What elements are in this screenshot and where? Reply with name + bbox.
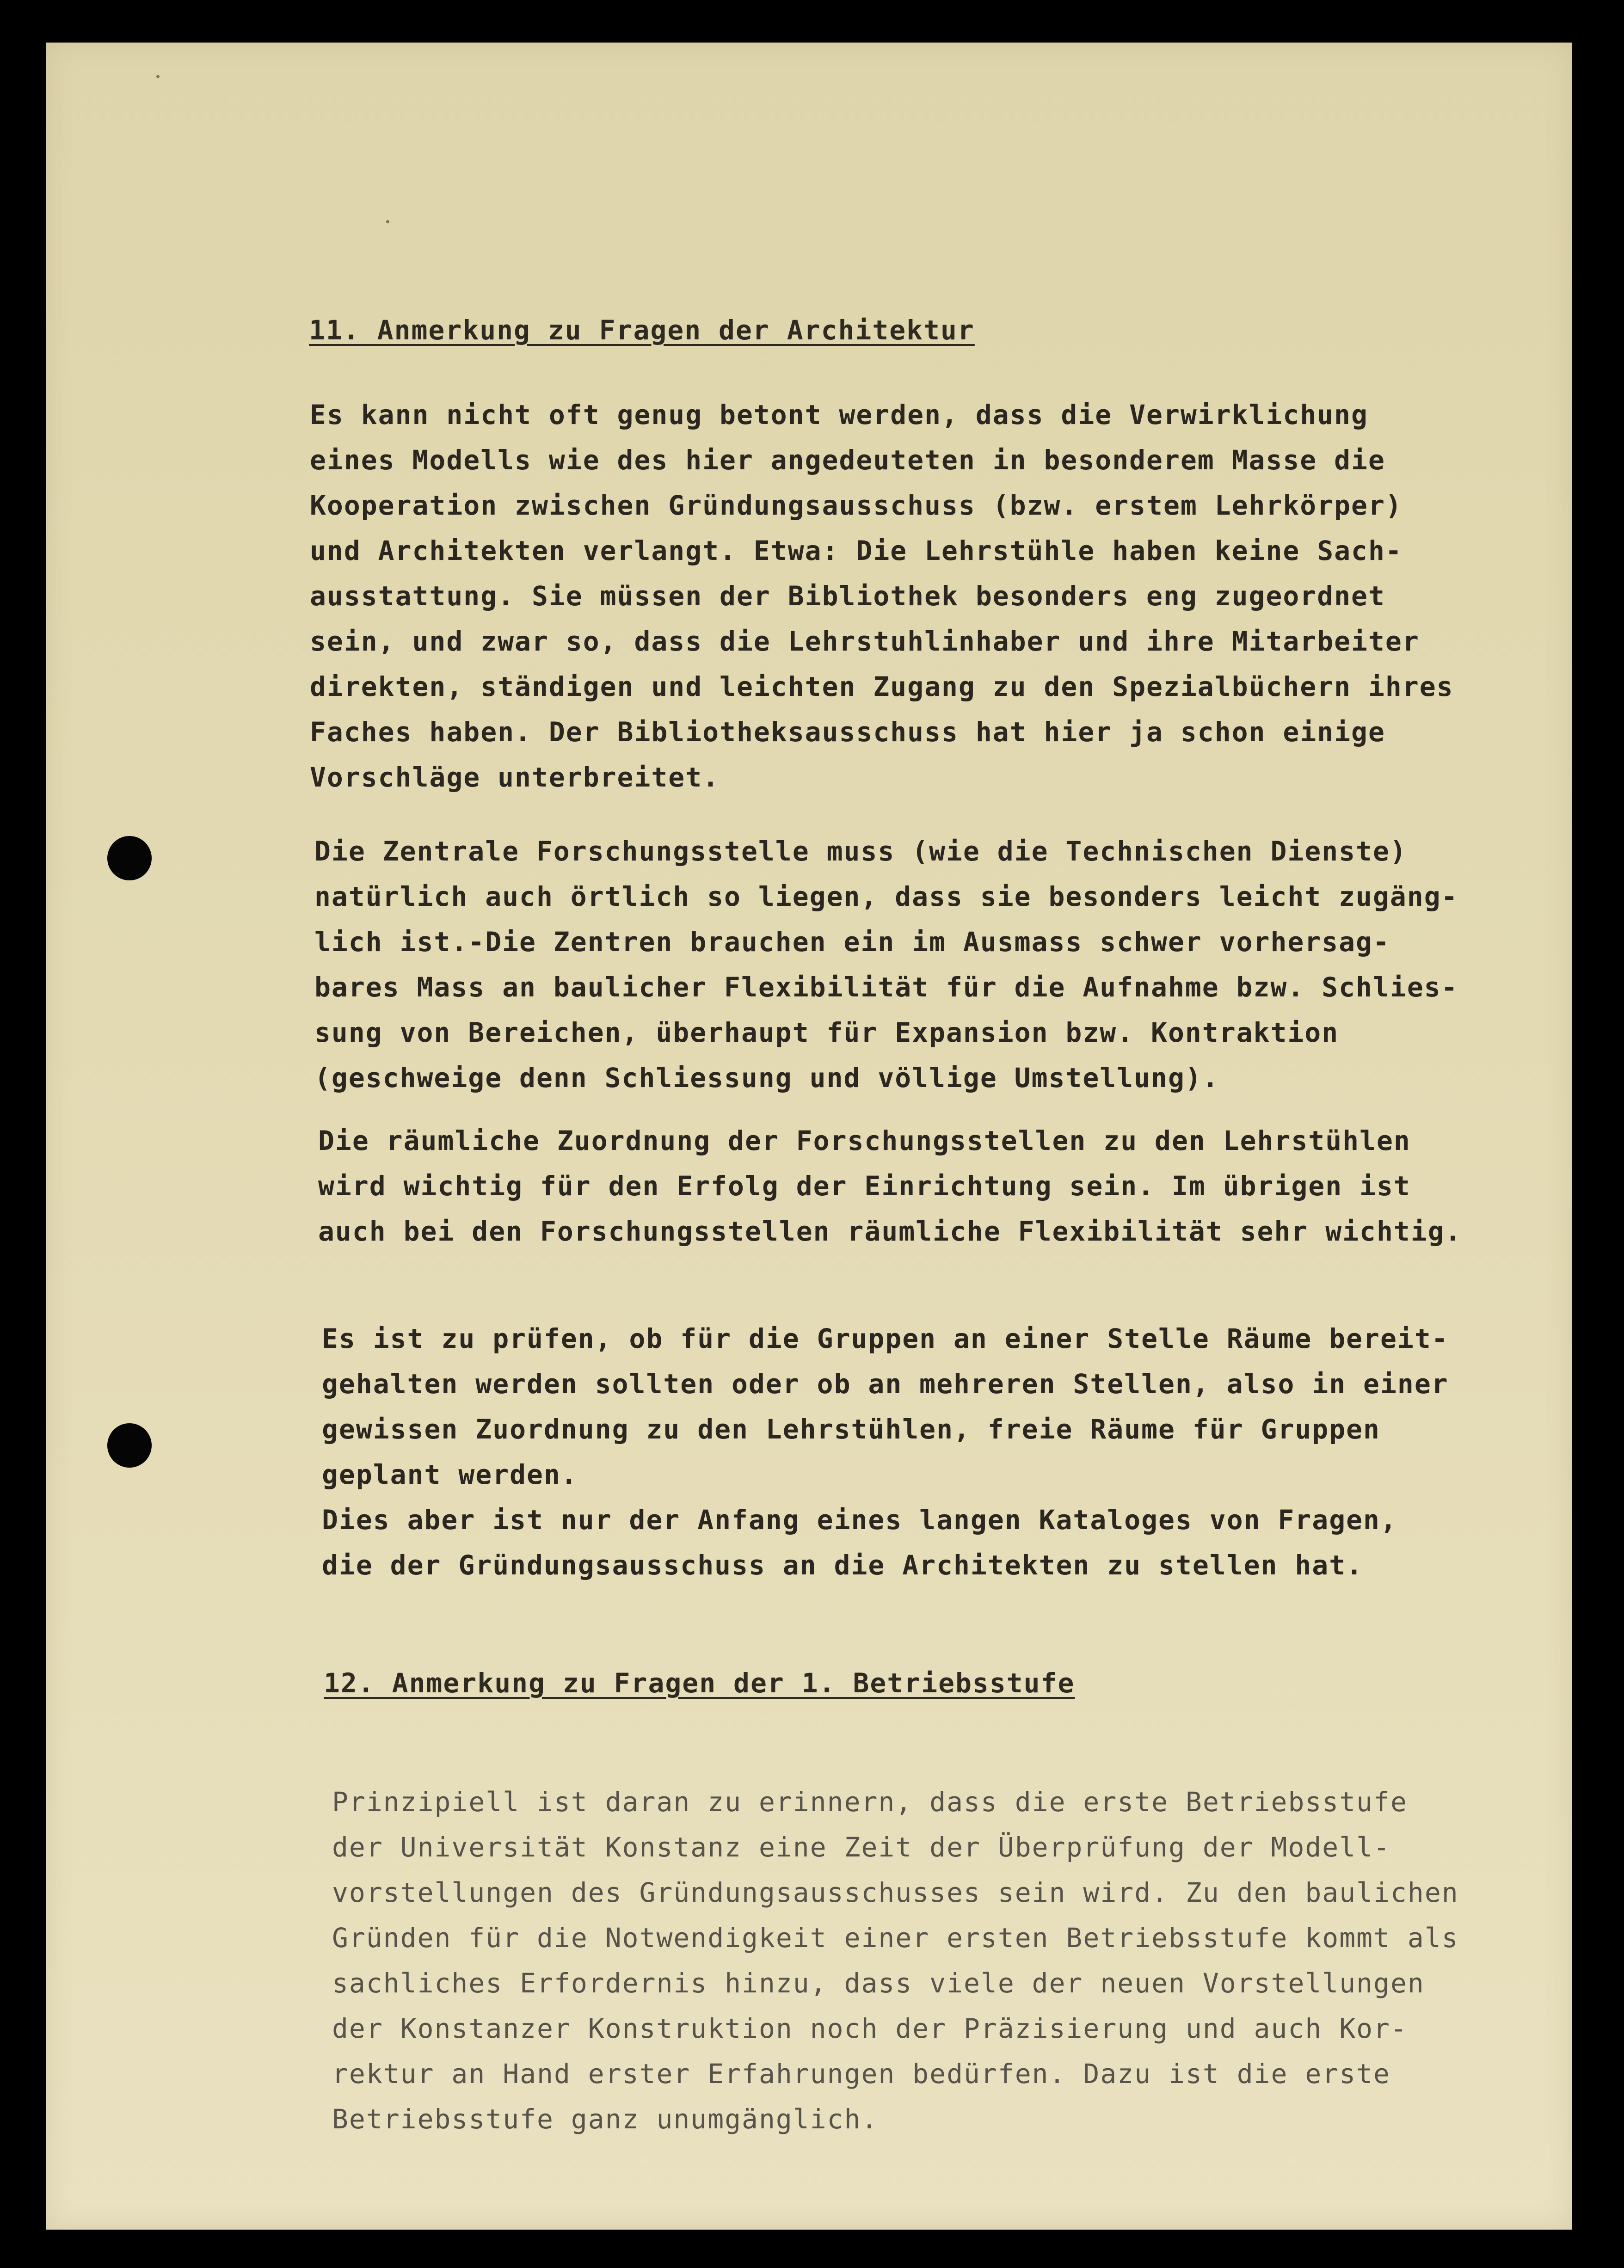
text-line: Die Zentrale Forschungsstelle muss (wie die Technischen Dienste) <box>314 836 1407 867</box>
section-11-paragraph-4 <box>322 1316 1624 1588</box>
paper-speck <box>386 220 389 223</box>
punch-hole-lower <box>107 1423 152 1468</box>
text-line: Die räumliche Zuordnung der Forschungsstellen zu den Lehrstühlen <box>318 1125 1411 1156</box>
text-line: sein, und zwar so, dass die Lehrstuhlinhaber und ihre Mitarbeiter <box>310 626 1420 657</box>
text-line: Betriebsstufe ganz unumgänglich. <box>332 2103 879 2135</box>
section-11-paragraph-1 <box>310 392 1623 800</box>
text-line: ausstattung. Sie müssen der Bibliothek besonders eng zugeordnet <box>310 580 1385 612</box>
section-12-heading: 12. Anmerkung zu Fragen der 1. Betriebsstufe <box>324 1667 1075 1699</box>
section-12-paragraph-1 <box>332 1779 1624 2142</box>
text-line: natürlich auch örtlich so liegen, dass sie besonders leicht zugäng- <box>314 881 1458 912</box>
text-line: Es ist zu prüfen, ob für die Gruppen an einer Stelle Räume bereit- <box>322 1323 1449 1354</box>
text-line: Vorschläge unterbreitet. <box>310 762 720 793</box>
text-line: und Architekten verlangt. Etwa: Die Lehrstühle haben keine Sach- <box>310 535 1403 566</box>
text-line: die der Gründungsausschuss an die Architekten zu stellen hat. <box>322 1549 1364 1581</box>
punch-hole-upper <box>107 836 152 880</box>
text-line: rektur an Hand erster Erfahrungen bedürfen. Dazu ist die erste <box>332 2058 1390 2090</box>
text-line: auch bei den Forschungsstellen räumliche Flexibilität sehr wichtig. <box>318 1216 1462 1247</box>
text-line: Gründen für die Notwendigkeit einer ersten Betriebsstufe kommt als <box>332 1922 1459 1954</box>
text-line: der Universität Konstanz eine Zeit der Überprüfung der Modell- <box>332 1832 1390 1863</box>
section-11-heading: 11. Anmerkung zu Fragen der Architektur <box>309 314 975 346</box>
text-line: eines Modells wie des hier angedeuteten in besonderem Masse die <box>310 444 1385 476</box>
text-line: direkten, ständigen und leichten Zugang zu den Spezialbüchern ihres <box>310 671 1454 702</box>
text-line: Es kann nicht oft genug betont werden, dass die Verwirklichung <box>310 399 1368 430</box>
text-line: Dies aber ist nur der Anfang eines langen Kataloges von Fragen, <box>322 1504 1397 1536</box>
text-line: Kooperation zwischen Gründungsausschuss (bzw. erstem Lehrkörper) <box>310 490 1403 521</box>
text-line: gehalten werden sollten oder ob an mehreren Stellen, also in einer <box>322 1368 1449 1400</box>
text-line: lich ist.-Die Zentren brauchen ein im Ausmass schwer vorhersag- <box>314 926 1390 958</box>
text-line: Prinzipiell ist daran zu erinnern, dass die erste Betriebsstufe <box>332 1786 1408 1818</box>
section-11-paragraph-3 <box>318 1118 1624 1254</box>
text-line: sung von Bereichen, überhaupt für Expansion bzw. Kontraktion <box>314 1017 1339 1048</box>
text-line: (geschweige denn Schliessung und völlige Umstellung). <box>314 1062 1219 1094</box>
text-line: sachliches Erfordernis hinzu, dass viele der neuen Vorstellungen <box>332 1967 1425 1999</box>
text-line: geplant werden. <box>322 1459 578 1490</box>
text-line: Faches haben. Der Bibliotheksausschuss hat hier ja schon einige <box>310 716 1385 748</box>
paper-speck <box>156 75 160 78</box>
section-11-paragraph-2 <box>314 829 1624 1100</box>
text-line: vorstellungen des Gründungsausschusses sein wird. Zu den baulichen <box>332 1877 1459 1908</box>
text-line: der Konstanzer Konstruktion noch der Präzisierung und auch Kor- <box>332 2013 1408 2044</box>
text-line: gewissen Zuordnung zu den Lehrstühlen, freie Räume für Gruppen <box>322 1414 1380 1445</box>
text-line: wird wichtig für den Erfolg der Einrichtung sein. Im übrigen ist <box>318 1170 1411 1202</box>
text-line: bares Mass an baulicher Flexibilität für die Aufnahme bzw. Schlies- <box>314 971 1458 1003</box>
